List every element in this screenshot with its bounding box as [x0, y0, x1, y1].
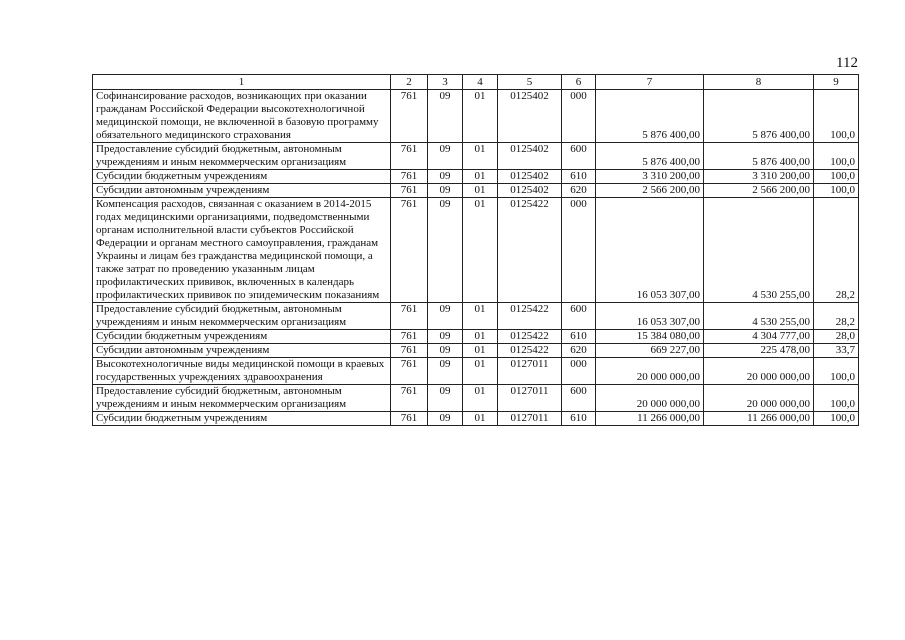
ministry-code: 761	[391, 330, 428, 344]
section-code: 09	[428, 385, 463, 412]
table-row	[93, 344, 859, 358]
column-header: 9	[814, 75, 859, 90]
target-article-code: 0127011	[498, 358, 562, 385]
ministry-code: 761	[391, 344, 428, 358]
column-number-row	[93, 75, 859, 90]
section-code: 09	[428, 143, 463, 170]
table-row	[93, 184, 859, 198]
executed-amount: 225 478,00	[704, 344, 814, 358]
table-row	[93, 303, 859, 330]
expense-name: Софинансирование расходов, возникающих при оказании гражданам Российской Федерации высокотехнологичной медицинской помощи, не включенной в базовую программу обязательного медицинского страхования	[93, 90, 391, 143]
executed-amount: 5 876 400,00	[704, 90, 814, 143]
page-number: 112	[836, 55, 858, 71]
subsection-code: 01	[463, 412, 498, 426]
execution-percent: 28,0	[814, 330, 859, 344]
execution-percent: 33,7	[814, 344, 859, 358]
executed-amount: 11 266 000,00	[704, 412, 814, 426]
expense-name: Субсидии бюджетным учреждениям	[93, 330, 391, 344]
target-article-code: 0125422	[498, 330, 562, 344]
expense-name: Высокотехнологичные виды медицинской помощи в краевых государственных учреждениях здравоохранения	[93, 358, 391, 385]
expense-name: Субсидии автономным учреждениям	[93, 344, 391, 358]
ministry-code: 761	[391, 90, 428, 143]
execution-percent: 100,0	[814, 184, 859, 198]
expense-name: Компенсация расходов, связанная с оказанием в 2014-2015 годах медицинскими организациями, подведомственными органам исполнительной власти субъектов Российской Федерации и органам местного самоуправления, гражданам Украины и лицам без гражданства медицинской помощи, а также затрат по проведению указанным лицам профилактических прививок, включенных в календарь профилактических прививок по эпидемическим показаниям	[93, 198, 391, 303]
target-article-code: 0125402	[498, 90, 562, 143]
subsection-code: 01	[463, 184, 498, 198]
planned-amount: 15 384 080,00	[596, 330, 704, 344]
expense-type-code: 000	[562, 90, 596, 143]
target-article-code: 0127011	[498, 385, 562, 412]
target-article-code: 0125422	[498, 303, 562, 330]
execution-percent: 100,0	[814, 143, 859, 170]
ministry-code: 761	[391, 170, 428, 184]
expense-name: Субсидии автономным учреждениям	[93, 184, 391, 198]
column-header: 5	[498, 75, 562, 90]
ministry-code: 761	[391, 143, 428, 170]
target-article-code: 0125402	[498, 170, 562, 184]
executed-amount: 4 530 255,00	[704, 303, 814, 330]
expense-name: Предоставление субсидий бюджетным, автономным учреждениям и иным некоммерческим организациям	[93, 143, 391, 170]
executed-amount: 5 876 400,00	[704, 143, 814, 170]
column-header: 7	[596, 75, 704, 90]
planned-amount: 16 053 307,00	[596, 303, 704, 330]
executed-amount: 3 310 200,00	[704, 170, 814, 184]
execution-percent: 100,0	[814, 385, 859, 412]
table-row	[93, 412, 859, 426]
expense-name: Субсидии бюджетным учреждениям	[93, 170, 391, 184]
section-code: 09	[428, 358, 463, 385]
column-header: 8	[704, 75, 814, 90]
subsection-code: 01	[463, 198, 498, 303]
subsection-code: 01	[463, 385, 498, 412]
section-code: 09	[428, 303, 463, 330]
target-article-code: 0125402	[498, 143, 562, 170]
planned-amount: 5 876 400,00	[596, 143, 704, 170]
subsection-code: 01	[463, 344, 498, 358]
executed-amount: 20 000 000,00	[704, 358, 814, 385]
column-header: 4	[463, 75, 498, 90]
expense-type-code: 600	[562, 385, 596, 412]
expense-type-code: 610	[562, 330, 596, 344]
table-row	[93, 198, 859, 303]
planned-amount: 11 266 000,00	[596, 412, 704, 426]
column-header: 2	[391, 75, 428, 90]
subsection-code: 01	[463, 303, 498, 330]
target-article-code: 0125422	[498, 344, 562, 358]
planned-amount: 16 053 307,00	[596, 198, 704, 303]
table-row	[93, 143, 859, 170]
expense-type-code: 620	[562, 344, 596, 358]
executed-amount: 4 304 777,00	[704, 330, 814, 344]
column-header: 6	[562, 75, 596, 90]
expense-name: Субсидии бюджетным учреждениям	[93, 412, 391, 426]
target-article-code: 0125422	[498, 198, 562, 303]
section-code: 09	[428, 344, 463, 358]
expense-type-code: 620	[562, 184, 596, 198]
executed-amount: 4 530 255,00	[704, 198, 814, 303]
column-header: 3	[428, 75, 463, 90]
execution-percent: 100,0	[814, 358, 859, 385]
execution-percent: 100,0	[814, 412, 859, 426]
section-code: 09	[428, 330, 463, 344]
expense-name: Предоставление субсидий бюджетным, автономным учреждениям и иным некоммерческим организациям	[93, 303, 391, 330]
table-row	[93, 90, 859, 143]
expense-type-code: 600	[562, 303, 596, 330]
expense-type-code: 000	[562, 198, 596, 303]
subsection-code: 01	[463, 170, 498, 184]
expense-type-code: 600	[562, 143, 596, 170]
ministry-code: 761	[391, 303, 428, 330]
execution-percent: 28,2	[814, 303, 859, 330]
table-row	[93, 330, 859, 344]
planned-amount: 669 227,00	[596, 344, 704, 358]
executed-amount: 2 566 200,00	[704, 184, 814, 198]
table-row	[93, 358, 859, 385]
planned-amount: 20 000 000,00	[596, 358, 704, 385]
section-code: 09	[428, 198, 463, 303]
section-code: 09	[428, 412, 463, 426]
execution-percent: 100,0	[814, 90, 859, 143]
column-header: 1	[93, 75, 391, 90]
planned-amount: 20 000 000,00	[596, 385, 704, 412]
target-article-code: 0125402	[498, 184, 562, 198]
execution-percent: 100,0	[814, 170, 859, 184]
target-article-code: 0127011	[498, 412, 562, 426]
section-code: 09	[428, 170, 463, 184]
table-row	[93, 385, 859, 412]
table-row	[93, 170, 859, 184]
ministry-code: 761	[391, 412, 428, 426]
expense-name: Предоставление субсидий бюджетным, автономным учреждениям и иным некоммерческим организациям	[93, 385, 391, 412]
ministry-code: 761	[391, 184, 428, 198]
ministry-code: 761	[391, 198, 428, 303]
subsection-code: 01	[463, 143, 498, 170]
subsection-code: 01	[463, 90, 498, 143]
expense-type-code: 610	[562, 170, 596, 184]
subsection-code: 01	[463, 358, 498, 385]
planned-amount: 2 566 200,00	[596, 184, 704, 198]
ministry-code: 761	[391, 358, 428, 385]
section-code: 09	[428, 184, 463, 198]
planned-amount: 5 876 400,00	[596, 90, 704, 143]
execution-percent: 28,2	[814, 198, 859, 303]
executed-amount: 20 000 000,00	[704, 385, 814, 412]
planned-amount: 3 310 200,00	[596, 170, 704, 184]
ministry-code: 761	[391, 385, 428, 412]
expense-type-code: 000	[562, 358, 596, 385]
expense-type-code: 610	[562, 412, 596, 426]
budget-table	[92, 74, 859, 426]
section-code: 09	[428, 90, 463, 143]
subsection-code: 01	[463, 330, 498, 344]
